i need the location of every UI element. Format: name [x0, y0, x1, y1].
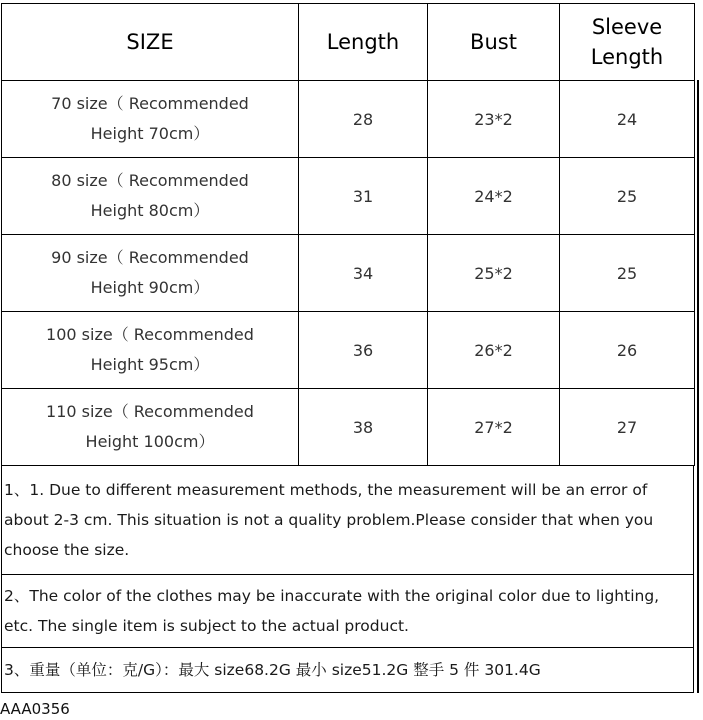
table-header-row	[2, 4, 695, 81]
sku-code: AAA0356	[0, 700, 70, 718]
sleeve-cell: 26	[560, 312, 695, 389]
length-cell: 34	[299, 235, 428, 312]
table-row	[2, 81, 695, 158]
bust-cell: 25*2	[428, 235, 560, 312]
size-label: 80 size（ Recommended	[51, 171, 249, 190]
table-row	[2, 312, 695, 389]
header-sleeve-length	[560, 4, 695, 81]
sleeve-cell: 27	[560, 389, 695, 466]
sleeve-cell: 24	[560, 81, 695, 158]
sleeve-cell: 25	[560, 235, 695, 312]
length-cell: 36	[299, 312, 428, 389]
recommended-height: Height 70cm）	[90, 124, 210, 143]
header-bust: Bust	[428, 4, 560, 81]
size-cell	[2, 235, 299, 312]
table-row	[2, 235, 695, 312]
length-cell: 38	[299, 389, 428, 466]
size-label: 110 size（ Recommended	[46, 402, 254, 421]
note-measurement-error	[1, 465, 694, 575]
note-text: 1、1. Due to different measurement methods, the measurement will be an error of about 2-3 cm. This situation is not a quality problem.Please consider that when you choose the size.	[4, 480, 654, 559]
bust-cell: 23*2	[428, 81, 560, 158]
recommended-height: Height 90cm）	[90, 278, 210, 297]
table-outer-border	[697, 80, 699, 693]
size-cell	[2, 389, 299, 466]
header-sleeve-text: Sleeve Length	[590, 15, 664, 69]
table-row	[2, 158, 695, 235]
bust-cell: 24*2	[428, 158, 560, 235]
size-label: 90 size（ Recommended	[51, 248, 249, 267]
note-text: 2、The color of the clothes may be inaccurate with the original color due to lighting, etc. The single item is subject to the actual product.	[4, 587, 660, 635]
size-chart-table	[1, 3, 695, 466]
length-cell: 31	[299, 158, 428, 235]
sleeve-cell: 25	[560, 158, 695, 235]
bust-cell: 27*2	[428, 389, 560, 466]
size-cell	[2, 312, 299, 389]
header-size: SIZE	[2, 4, 299, 81]
header-length: Length	[299, 4, 428, 81]
note-text: 3、重量（单位：克/G）：最大 size68.2G 最小 size51.2G 整手 5 件 301.4G	[4, 661, 541, 679]
bust-cell: 26*2	[428, 312, 560, 389]
size-cell	[2, 158, 299, 235]
recommended-height: Height 95cm）	[90, 355, 210, 374]
size-cell	[2, 81, 299, 158]
size-label: 100 size（ Recommended	[46, 325, 254, 344]
recommended-height: Height 100cm）	[85, 432, 215, 451]
note-weight	[1, 648, 694, 693]
table-row	[2, 389, 695, 466]
size-label: 70 size（ Recommended	[51, 94, 249, 113]
recommended-height: Height 80cm）	[90, 201, 210, 220]
notes-section	[1, 465, 694, 693]
note-color	[1, 575, 694, 648]
length-cell: 28	[299, 81, 428, 158]
